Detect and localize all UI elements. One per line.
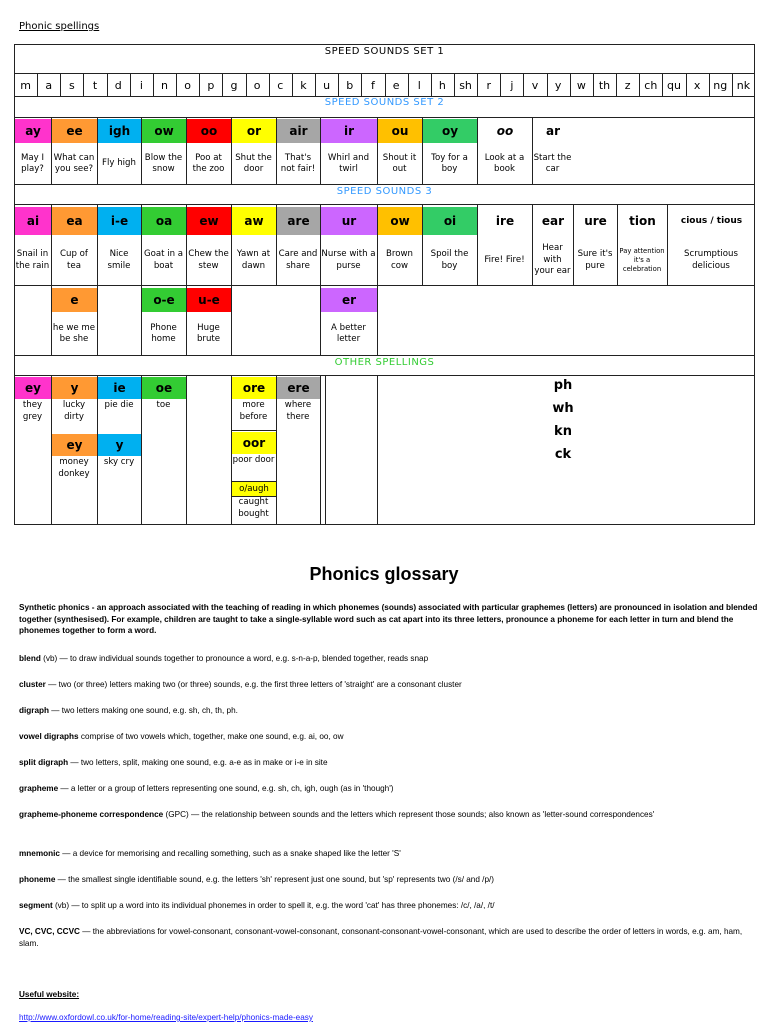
grapheme-ai: ai	[15, 207, 51, 235]
set2-example: Blow the snow	[144, 152, 183, 174]
set3-example: Brown cow	[386, 249, 413, 271]
grapheme-ue: u-e	[187, 288, 231, 312]
glossary-definition: — two letters, split, making one sound, e.g. a-e as in make or i-e in site	[68, 758, 328, 767]
glossary-term: vowel digraphs	[19, 732, 79, 741]
glossary-term: digraph	[19, 706, 50, 715]
set2-example: Start the car	[533, 152, 572, 174]
glossary-entry	[19, 653, 759, 665]
glossary-definition: — two (or three) letters making two (or three) sounds, e.g. the first three letters of 'straight' are a consonant cluster	[45, 680, 462, 689]
grapheme-oaugh: o/augh	[232, 482, 276, 496]
grid-line	[51, 117, 52, 184]
grapheme-e: e	[52, 288, 97, 312]
grid-line	[325, 375, 326, 525]
grapheme-ur: ur	[321, 207, 377, 235]
grid-line	[231, 430, 276, 431]
glossary-term: cluster	[19, 680, 46, 689]
other-example: lucky dirty	[62, 400, 86, 422]
set3-example: Nurse with a purse	[321, 249, 376, 271]
set3-example: Yawn at dawn	[236, 249, 271, 271]
grapheme-aw: aw	[232, 207, 276, 235]
set3-example: Chew the stew	[188, 249, 229, 271]
document-title: Phonic spellings	[19, 21, 100, 32]
set3-example: A better letter	[331, 322, 366, 344]
grapheme-ew: ew	[187, 207, 231, 235]
other-example: sky cry	[103, 457, 135, 467]
letter-u: u	[323, 78, 331, 92]
letter-d: d	[114, 78, 122, 92]
glossary-term: blend	[19, 654, 41, 663]
useful-website-link[interactable]: http://www.oxfordowl.co.uk/for-home/reading-site/expert-help/phonics-made-easy	[19, 1013, 313, 1022]
grapheme-ow: ow	[378, 207, 422, 235]
grid-line	[14, 285, 755, 286]
glossary-definition: — a device for memorising and recalling something, such as a snake shaped like the letter 'S'	[59, 849, 401, 858]
grid-line	[617, 204, 618, 285]
set2-example: Look at a book	[484, 152, 525, 174]
set3-example: Cup of tea	[60, 249, 88, 271]
other-example: they grey	[22, 400, 43, 422]
letter-a: a	[45, 78, 53, 92]
grapheme-ee: ee	[52, 119, 97, 143]
grapheme-oi: oi	[423, 207, 477, 235]
grapheme-air: air	[277, 119, 320, 143]
grapheme-ir: ir	[321, 119, 377, 143]
set3-example: Phone home	[150, 322, 177, 344]
letter-f: f	[370, 78, 375, 92]
grid-line	[422, 204, 423, 285]
grapheme-ear: ear	[541, 214, 565, 228]
glossary-term: mnemonic	[19, 849, 60, 858]
grid-line	[186, 117, 187, 184]
grapheme-or: or	[232, 119, 276, 143]
letter-p: p	[207, 78, 215, 92]
glossary-entry	[19, 679, 759, 691]
glossary-term: split digraph	[19, 758, 69, 767]
letter-g: g	[230, 78, 238, 92]
glossary-entry	[19, 900, 759, 912]
grid-line	[377, 285, 378, 355]
set3-example: Spoil the boy	[430, 249, 469, 271]
set3-example: Huge brute	[196, 322, 221, 344]
useful-website-label: Useful website:	[19, 990, 80, 999]
grid-line	[231, 285, 232, 355]
letter-th: th	[598, 78, 611, 92]
glossary-intro: Synthetic phonics - an approach associated with the teaching of reading in which phonemes (sounds) associated with particular graphemes (letters) are pronounced in isolation and blended together (synthesised). For example, children are taught to take a single-syllable word such as cat apart into its three letters, pronounce a phoneme for each letter in turn and blend the phonemes together to form a word.	[19, 603, 758, 635]
letter-y: y	[554, 78, 562, 92]
letter-l: l	[417, 78, 421, 92]
grapheme-ar: ar	[545, 124, 560, 138]
set2-example: What can you see?	[53, 152, 95, 174]
set2-example: Shut the door	[235, 152, 272, 174]
grid-line	[14, 355, 755, 356]
grapheme-ck: ck	[554, 447, 572, 462]
grapheme-ire: ire	[495, 214, 515, 228]
glossary-definition: — the smallest single identifiable sound, e.g. the letters 'sh' represent just one sound, but 'sp' represents two (/s/ and /p/)	[55, 875, 495, 884]
grapheme-ph: ph	[553, 378, 573, 393]
other-example: toe	[156, 400, 171, 410]
letter-i: i	[139, 78, 143, 92]
grid-line	[276, 117, 277, 184]
grapheme-y: y	[98, 434, 141, 456]
glossary-term: grapheme-phoneme correspondence	[19, 810, 164, 819]
glossary-term: phoneme	[19, 875, 56, 884]
grapheme-oor: oor	[232, 432, 276, 454]
grid-line	[477, 117, 478, 184]
grid-line	[14, 375, 755, 376]
grid-line	[231, 496, 276, 497]
glossary-term: segment	[19, 901, 53, 910]
glossary-entry	[19, 874, 759, 886]
grapheme-kn: kn	[554, 424, 572, 439]
grapheme-tion: tion	[629, 214, 656, 228]
glossary-definition: — to draw individual sounds together to pronounce a word, e.g. s-n-a-p, blended together, reads snap	[57, 654, 429, 663]
grapheme-cioustious: cious / tious	[680, 216, 743, 226]
grapheme-wh: wh	[552, 401, 574, 416]
glossary-heading: Phonics glossary	[309, 564, 459, 584]
set3-example: Care and share	[278, 249, 318, 271]
glossary-term-suffix: (vb)	[40, 654, 58, 663]
set3-example: Nice smile	[107, 249, 131, 271]
grid-line	[97, 117, 98, 184]
grid-line	[377, 204, 378, 285]
set2-example: Whirl and twirl	[327, 152, 370, 174]
set2-example: That's not fair!	[280, 152, 316, 174]
grid-line	[276, 204, 277, 285]
grapheme-ay: ay	[15, 119, 51, 143]
grapheme-ea: ea	[52, 207, 97, 235]
letter-ng: ng	[713, 78, 728, 92]
glossary-entry	[19, 783, 759, 795]
set2-example: Fly high	[102, 158, 136, 169]
grid-line	[14, 96, 755, 97]
grapheme-oe: oe	[142, 377, 186, 399]
glossary-term-suffix: (GPC)	[163, 810, 189, 819]
set3-title: SPEED SOUNDS 3	[336, 186, 433, 197]
grid-line	[14, 204, 755, 205]
grapheme-ie: i-e	[98, 207, 141, 235]
set3-example: he we me be she	[52, 322, 96, 344]
letter-qu: qu	[666, 78, 681, 92]
letter-r: r	[486, 78, 491, 92]
glossary-entry	[19, 848, 759, 860]
glossary-definition: — the relationship between sounds and the letters which represent those sounds; also known as 'letter-sound correspondences'	[188, 810, 655, 819]
set3-example: Pay attention it's a celebration	[619, 247, 665, 273]
other-example: money donkey	[58, 457, 90, 479]
letter-c: c	[277, 78, 284, 92]
grapheme-y: y	[52, 377, 97, 399]
grapheme-oy: oy	[423, 119, 477, 143]
letter-b: b	[346, 78, 354, 92]
glossary-term: VC, CVC, CCVC	[19, 927, 80, 936]
grid-line	[97, 285, 98, 355]
set2-example: Toy for a boy	[431, 152, 468, 174]
grid-line	[320, 204, 321, 285]
grapheme-ow: ow	[142, 119, 186, 143]
glossary-term: grapheme	[19, 784, 59, 793]
glossary-entry	[19, 705, 759, 717]
grid-line	[141, 204, 142, 285]
other-example: caught bought	[238, 497, 269, 519]
other-example: where there	[284, 400, 312, 422]
grid-line	[14, 184, 755, 185]
grapheme-are: are	[277, 207, 320, 235]
grid-line	[667, 204, 668, 285]
glossary-definition: comprise of two vowels which, together, make one sound, e.g. ai, oo, ow	[78, 732, 344, 741]
grapheme-ere: ere	[277, 377, 320, 399]
letter-m: m	[20, 78, 31, 92]
grapheme-oe: o-e	[142, 288, 186, 312]
grapheme-oo: oo	[187, 119, 231, 143]
glossary-definition: — the abbreviations for vowel-consonant, consonant-vowel-consonant, consonant-consonant-vowel-consonant, which are used to describe the order of letters in words, e.g. am, ham, slam.	[19, 927, 743, 948]
grapheme-ey: ey	[52, 434, 97, 456]
set3-example: Sure it's pure	[577, 249, 613, 271]
other-title: OTHER SPELLINGS	[334, 357, 435, 368]
grid-line	[422, 117, 423, 184]
grid-line	[231, 117, 232, 184]
set3-example: Hear with your ear	[534, 243, 571, 277]
set3-example: Snail in the rain	[15, 249, 50, 271]
grid-line	[377, 375, 378, 525]
grid-line	[231, 204, 232, 285]
letter-e: e	[392, 78, 400, 92]
letter-ch: ch	[644, 78, 658, 92]
set2-example: Shout it out	[382, 152, 417, 174]
letter-w: w	[576, 78, 586, 92]
grapheme-igh: igh	[98, 119, 141, 143]
grapheme-er: er	[321, 288, 377, 312]
grapheme-ure: ure	[584, 214, 607, 228]
glossary-definition: — to split up a word into its individual phonemes in order to spell it, e.g. the word 'cat' has three phonemes: /c/, /a/, /t/	[69, 901, 495, 910]
glossary-definition: — a letter or a group of letters representing one sound, e.g. sh, ch, igh, ough (as in 'though')	[58, 784, 394, 793]
grapheme-oo: oo	[496, 124, 514, 138]
other-example: poor door	[232, 455, 275, 465]
grapheme-ie: ie	[98, 377, 141, 399]
set3-example: Goat in a boat	[143, 249, 184, 271]
letter-h: h	[438, 78, 446, 92]
grid-line	[141, 117, 142, 184]
grid-line	[573, 204, 574, 285]
grid-line	[231, 481, 276, 482]
grapheme-ou: ou	[378, 119, 422, 143]
grid-line	[532, 204, 533, 285]
grid-line	[477, 204, 478, 285]
grid-line	[532, 117, 533, 184]
set2-example: May I play?	[20, 152, 45, 174]
grid-line	[377, 117, 378, 184]
glossary-entry	[19, 731, 759, 743]
set1-title: SPEED SOUNDS SET 1	[324, 46, 445, 57]
set2-title: SPEED SOUNDS SET 2	[324, 97, 445, 108]
letter-t: t	[92, 78, 98, 92]
set2-example: Poo at the zoo	[192, 152, 225, 174]
letter-k: k	[300, 78, 307, 92]
grapheme-ey: ey	[15, 377, 51, 399]
grid-line	[320, 375, 321, 525]
grid-line	[51, 204, 52, 285]
grid-line	[14, 117, 755, 118]
letter-x: x	[693, 78, 701, 92]
letter-v: v	[531, 78, 539, 92]
grapheme-ore: ore	[232, 377, 276, 399]
set3-example: Scrumptious delicious	[684, 249, 738, 271]
letter-s: s	[69, 78, 75, 92]
grid-line	[186, 204, 187, 285]
letter-sh: sh	[459, 78, 472, 92]
grid-line	[186, 375, 187, 525]
grid-line	[320, 117, 321, 184]
set3-example: Fire! Fire!	[484, 254, 525, 265]
glossary-definition: — two letters making one sound, e.g. sh, ch, th, ph.	[49, 706, 238, 715]
glossary-entry	[19, 809, 759, 821]
letter-o: o	[184, 78, 192, 92]
letter-o: o	[253, 78, 261, 92]
grapheme-oa: oa	[142, 207, 186, 235]
glossary-entry	[19, 757, 759, 769]
glossary-entry	[19, 926, 759, 949]
other-example: more before	[239, 400, 268, 422]
letter-z: z	[624, 78, 631, 92]
other-example: pie die	[104, 400, 134, 410]
letter-nk: nk	[736, 78, 751, 92]
glossary-term-suffix: (vb)	[52, 901, 70, 910]
letter-n: n	[161, 78, 168, 92]
grid-line	[97, 204, 98, 285]
letter-j: j	[510, 78, 514, 92]
